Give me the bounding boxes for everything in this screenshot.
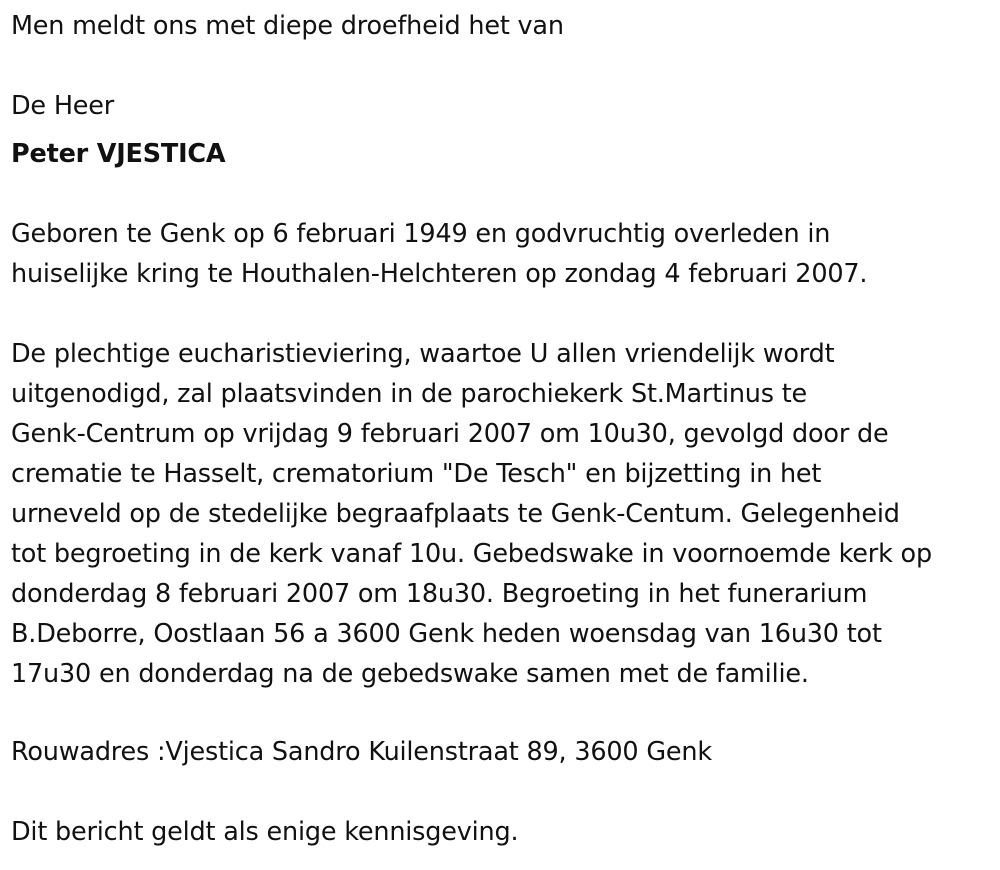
paragraph-line: urneveld op de stedelijke begraafplaats te Genk-Centum. Gelegenheid bbox=[11, 499, 900, 529]
paragraph-line: Genk-Centrum op vrijdag 9 februari 2007 om 10u30, gevolgd door de bbox=[11, 419, 889, 449]
paragraph-line: De plechtige eucharistieviering, waartoe U allen vriendelijk wordt bbox=[11, 339, 835, 369]
paragraph-line: huiselijke kring te Houthalen-Helchteren op zondag 4 februari 2007. bbox=[11, 259, 868, 289]
paragraph-line: B.Deborre, Oostlaan 56 a 3600 Genk heden woensdag van 16u30 tot bbox=[11, 619, 882, 649]
deceased-name: Peter VJESTICA bbox=[11, 139, 226, 169]
paragraph-line: Geboren te Genk op 6 februari 1949 en godvruchtig overleden in bbox=[11, 219, 831, 249]
paragraph-line: 17u30 en donderdag na de gebedswake samen met de familie. bbox=[11, 659, 809, 689]
paragraph-line: uitgenodigd, zal plaatsvinden in de parochiekerk St.Martinus te bbox=[11, 379, 808, 409]
paragraph-line: crematie te Hasselt, crematorium "De Tesch" en bijzetting in het bbox=[11, 459, 822, 489]
paragraph-line: donderdag 8 februari 2007 om 18u30. Begroeting in het funerarium bbox=[11, 579, 868, 609]
paragraph-line: tot begroeting in de kerk vanaf 10u. Gebedswake in voornoemde kerk op bbox=[11, 539, 932, 569]
intro-text: Men meldt ons met diepe droefheid het van bbox=[11, 11, 564, 41]
closing-text: Dit bericht geldt als enige kennisgeving. bbox=[11, 817, 519, 847]
mourning-address: Rouwadres :Vjestica Sandro Kuilenstraat 89, 3600 Genk bbox=[11, 737, 712, 767]
honorific: De Heer bbox=[11, 91, 115, 121]
